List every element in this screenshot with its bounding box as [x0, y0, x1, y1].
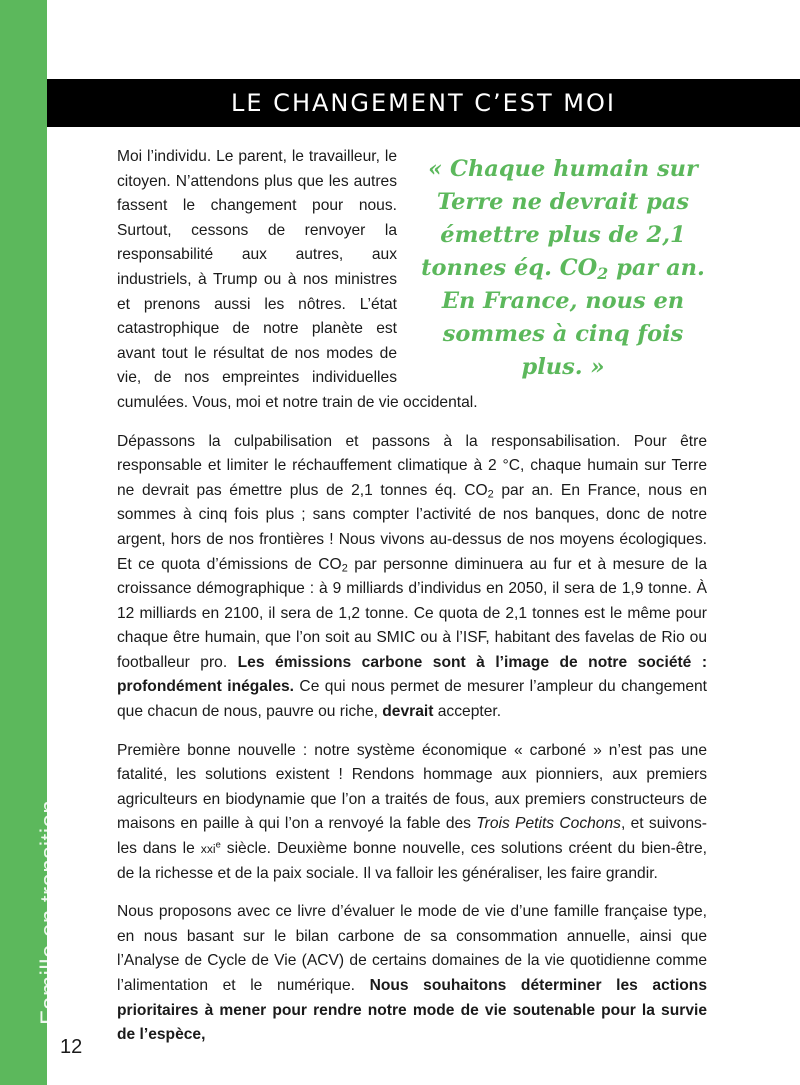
paragraph-4: Nous proposons avec ce livre d’évaluer le mode de vie d’une famille française type, en nous basant sur le bilan carbone de sa consommation annuelle, ainsi que l’Analyse de Cycle de Vie (ACV) de certains domaines de la vie quotidienne comme l’alimentation et le numérique. Nous souhaitons déterminer les actions prioritaires à mener pour rendre notre mode de vie soutenable pour la survie de l’espèce,: [117, 903, 707, 1044]
paragraph-1: Moi l’individu. Le parent, le travailleur, le citoyen. N’attendons plus que les autres fassent le changement pour nous. Surtout, cessons de renvoyer la responsabilité aux autres, aux industriels, à Trump ou à nos ministres et prenons aussi les nôtres. L’état catastrophique de notre planète est avant tout le résultat de nos modes de vie, de nos empreintes individuelles cumulées. Vous, moi et notre train de vie occidental.: [117, 148, 478, 411]
chapter-title: LE CHANGEMENT C’EST MOI: [231, 89, 616, 117]
pull-quote: « Chaque humain sur Terre ne devrait pas émettre plus de 2,1 tonnes éq. $CO_2$ par an. En France, nous en sommes à cinq fois plus. »: [421, 156, 705, 380]
main-text: [117, 145, 707, 1062]
book-title: Trois Petits Cochons: [476, 815, 621, 833]
page-number: 12: [60, 1036, 83, 1058]
emphasis-devrait: devrait: [382, 703, 434, 721]
running-section-label: Famille en transition: [36, 799, 63, 1025]
paragraph-3: Première bonne nouvelle : notre système économique « carboné » n’est pas une fatalité, les solutions existent ! Rendons hommage aux pionniers, aux premiers agriculteurs en biodynamie que l’on a traités de fous, aux premiers constructeurs de maisons en paille à qui l’on a renvoyé la fable des Trois Petits Cochons, et suivons-les dans le xxi$^e$ siècle. Deuxième bonne nouvelle, ces solutions créent du bien-être, de la richesse et de la paix sociale. Il va falloir les généraliser, les faire grandir.: [117, 741, 707, 882]
paragraph-2: Dépassons la culpabilisation et passons à la responsabilisation. Pour être responsable et limiter le réchauffement climatique à 2 °C, chaque humain sur Terre ne devrait pas émettre plus de 2,1 tonnes éq. $CO_2$ par an. En France, nous en sommes à cinq fois plus ; sans compter l’activité de nos banques, donc de notre argent, hors de nos frontières ! Nous vivons au-dessus de nos moyens écologiques. Et ce quota d’émissions de $CO_2$ par personne diminuera au fur et à mesure de la croissance démographique : à 9 milliards d’individus en 2050, il sera de 1,9 tonne. À 12 milliards en 2100, il sera de 1,2 tonne. Ce quota de 2,1 tonnes est le même pour chaque être humain, que l’on soit au SMIC ou à l’ISF, habitant des favelas de Rio ou footballeur pro. Les émissions carbone sont à l’image de notre société : profondément inégales. Ce qui nous permet de mesurer l’ampleur du changement que chacun de nous, pauvre ou riche, devrait accepter.: [117, 432, 708, 721]
emphasis-inequality: Les émissions carbone sont à l’image de notre société : profondément inégales.: [117, 653, 708, 696]
chapter-banner: [47, 79, 800, 127]
emphasis-priority-actions: Nous souhaitons déterminer les actions prioritaires à mener pour rendre notre mode de vie soutenable pour la survie de l’espèce,: [117, 977, 707, 1044]
